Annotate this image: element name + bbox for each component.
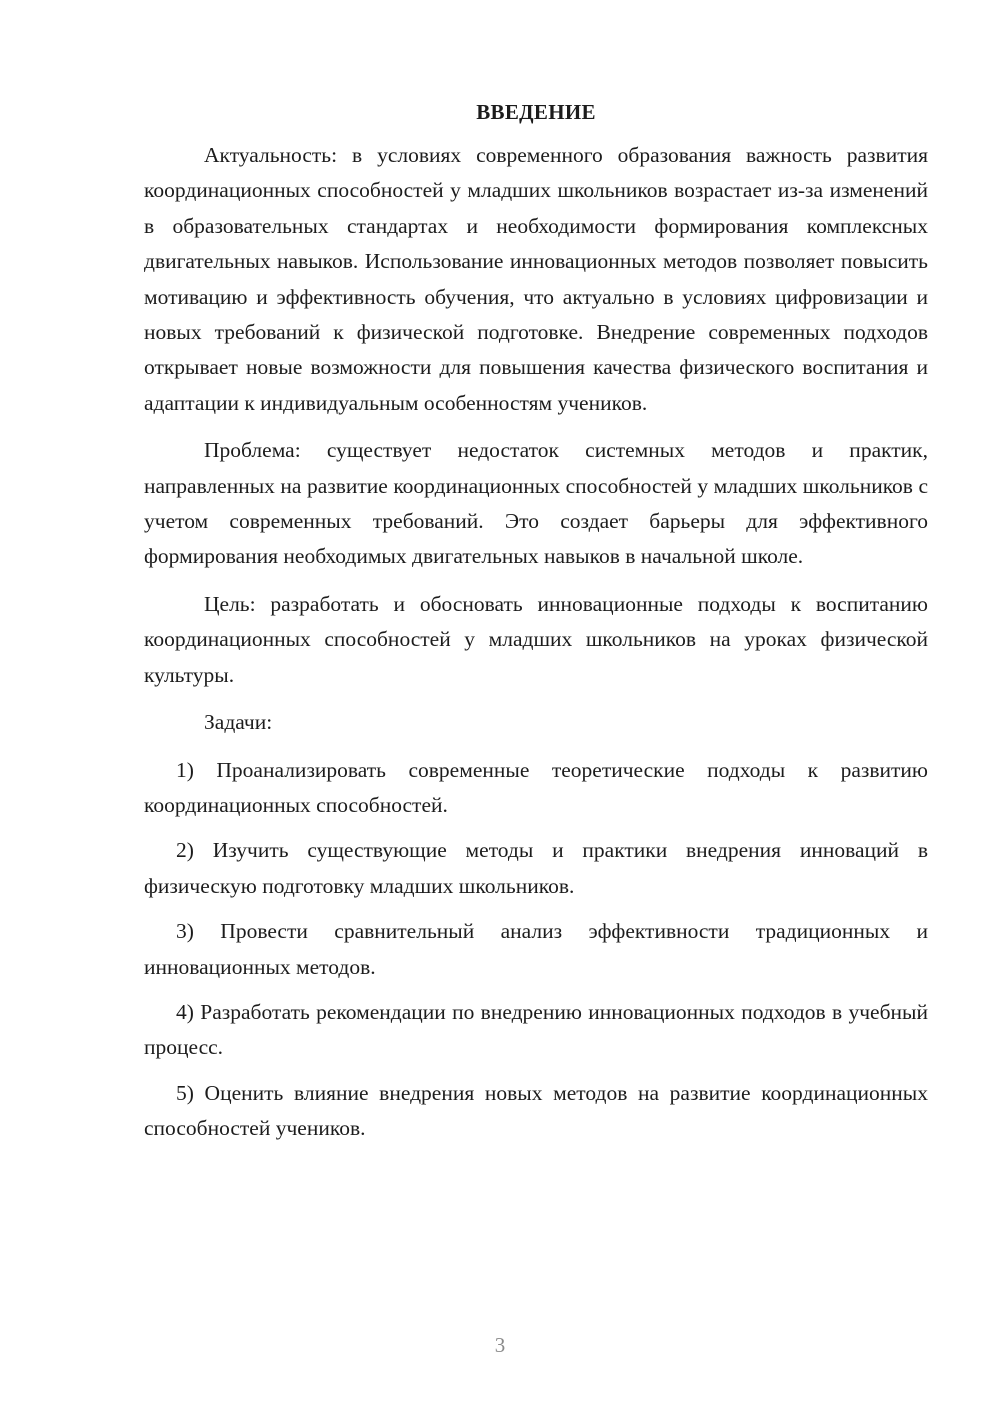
problem-paragraph: Проблема: существует недостаток системных методов и практик, направленных на развитие координационных способностей у младших школьников с учетом современных требований. Это создает барьеры для эффективного формирования необходимых двигательных навыков в начальной школе.: [144, 438, 928, 569]
page-title: ВВЕДЕНИЕ: [476, 100, 596, 124]
task-item-2: 2) Изучить существующие методы и практики внедрения инноваций в физическую подготовку младших школьников.: [144, 838, 928, 898]
page-number: 3: [494, 1333, 506, 1357]
task-item-5: 5) Оценить влияние внедрения новых методов на развитие координационных способностей учеников.: [144, 1080, 928, 1141]
task-item-3: 3) Провести сравнительный анализ эффективности традиционных и инновационных методов.: [144, 919, 928, 979]
task-item-1: 1) Проанализировать современные теоретические подходы к развитию координационных способностей.: [144, 757, 928, 817]
page-content: [144, 96, 928, 1157]
tasks-heading: Задачи:: [204, 710, 273, 735]
relevance-paragraph: Актуальность: в условиях современного образования важность развития координационных способностей у младших школьников возрастает из-за изменений в образовательных стандартах и необходимости формирования комплексных двигательных навыков. Использование инновационных методов позволяет повысить мотивацию и эффективность обучения, что актуально в условиях цифровизации и новых требований к физической подготовке. Внедрение современных подходов открывает новые возможности для повышения качества физического воспитания и адаптации к индивидуальным особенностям учеников.: [144, 143, 928, 415]
task-item-4: 4) Разработать рекомендации по внедрению инновационных подходов в учебный процесс.: [144, 999, 928, 1060]
goal-paragraph: Цель: разработать и обосновать инновационные подходы к воспитанию координационных способностей у младших школьников на уроках физической культуры.: [144, 591, 928, 687]
